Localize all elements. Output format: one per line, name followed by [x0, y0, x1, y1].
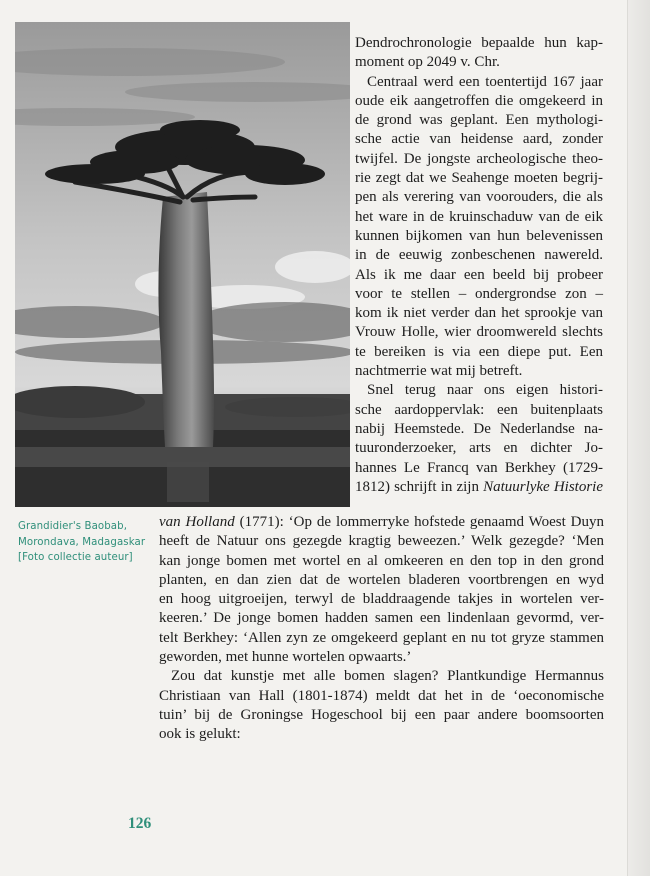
text-line: rie zegt dat we Seahenge moeten begrij- — [355, 170, 603, 187]
text-line: keeren.’ De jonge bomen hadden samen een lindenlaan gevormd, ver- — [159, 610, 604, 627]
text-line: Vrouw Holle, wier droomwereld slechts — [355, 324, 603, 341]
text-line: heeft de Natuur ons gezegde kragtig beweezen.’ Welk gezegde? ‘Men — [159, 533, 604, 550]
text-line: voor te stellen – ondergrondse zon – — [355, 285, 603, 302]
text-line: Als ik me daar een beeld bij probeer — [355, 266, 603, 283]
text-line: het ware in de kruinschaduw van de eik — [355, 208, 603, 225]
text-line: tuin’ bij de Groningse Hogeschool bij een paar andere boomsoorten — [159, 706, 604, 723]
text-line — [159, 513, 604, 532]
text-line: nachtmerrie wat mij betreft. — [355, 363, 523, 380]
text-line: te bereiken is via een diepe put. Een — [355, 343, 603, 360]
text-line: Centraal werd een toentertijd 167 jaar — [367, 73, 603, 90]
text-line: kunnen bijkomen van hun belevenissen — [355, 227, 603, 244]
text-run: 1812) schrijft in zijn — [355, 478, 484, 495]
text-line: tuuronderzoeker, arts en dichter Jo- — [355, 440, 603, 457]
text-line: Zou dat kunstje met alle bomen slagen? Plantkundige Hermannus — [171, 668, 604, 685]
text-line: hannes Le Francq van Berkhey (1729- — [355, 459, 603, 476]
text-line: kom ik niet verder dan het sprookje van — [355, 305, 603, 322]
text-line: sche actie van heidense aard, zonder — [355, 131, 603, 148]
text-line: pen als verering van voorouders, die als — [355, 189, 603, 206]
photo-caption — [18, 519, 168, 566]
text-line: in de eeuwig zonbeschenen nawereld. — [355, 247, 603, 264]
full-width-text — [159, 513, 604, 745]
text-line: twijfel. De jongste archeologische theo- — [355, 150, 603, 167]
text-line: Christiaan van Hall (1801-1874) meldt dat het in de ‘oeconomische — [159, 687, 604, 704]
text-line: kan jonge bomen met wortel en al omkeeren en den top in den grond — [159, 552, 604, 569]
right-column-text — [355, 34, 603, 497]
text-line: geworden, met hunne wortelen opwaarts.’ — [159, 649, 412, 666]
text-line: telt Berkhey: ‘Allen zyn ze omgekeerd geplant en nu tot gryze stammen — [159, 629, 604, 646]
text-line — [355, 478, 603, 497]
text-line: nabij Heemstede. De Nederlandse na- — [355, 420, 603, 437]
baobab-photo — [15, 22, 350, 507]
caption-line: Grandidier's Baobab, — [18, 521, 128, 532]
page-number: 126 — [128, 815, 152, 832]
text-line: moment op 2049 v. Chr. — [355, 54, 500, 71]
text-line: planten, en dan zien dat de wortelen bladeren voortbrengen en wyd — [159, 571, 604, 588]
book-title-italic: Natuurlyke Historie — [483, 478, 603, 495]
text-line: oude eik aangetroffen die omgekeerd in — [355, 92, 603, 109]
book-title-italic: van Holland — [159, 514, 235, 530]
text-line: Dendrochronologie bepaalde hun kap- — [355, 35, 603, 51]
text-line: en hoog uitgroeijen, terwyl de bladdraagende takjes in wortelen ver- — [159, 591, 604, 608]
caption-line: [Foto collectie auteur] — [18, 552, 133, 564]
text-line: ook is gelukt: — [159, 726, 241, 743]
text-line: de grond was geplant. Een mythologi- — [355, 112, 603, 129]
text-line: Snel terug naar ons eigen histori- — [367, 382, 603, 399]
text-run: (1771): ‘Op de lommerryke hofstede genaamd Woest Duyn — [234, 514, 605, 530]
page-edge — [627, 0, 650, 876]
text-line: sche aardoppervlak: een buitenplaats — [355, 401, 603, 418]
caption-line: Morondava, Madagaskar — [18, 536, 146, 548]
